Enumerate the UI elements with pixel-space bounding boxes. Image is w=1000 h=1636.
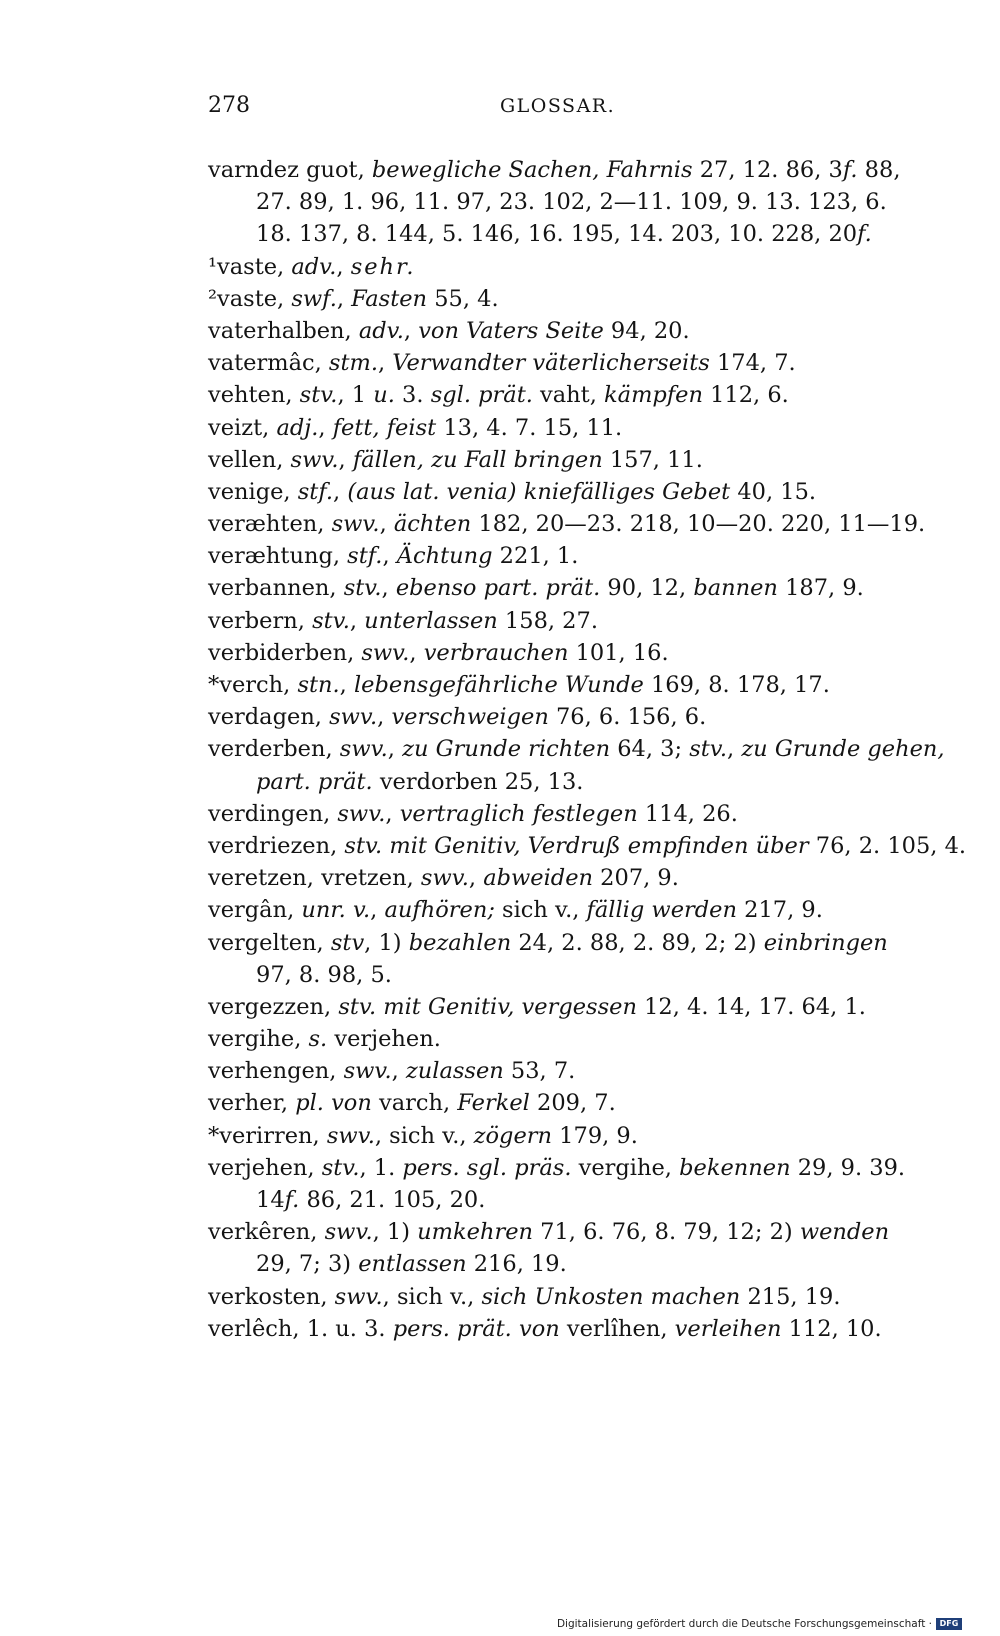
italic-gloss: fällig werden — [586, 897, 737, 924]
italic-gloss: kämpfen — [604, 382, 703, 409]
italic-gloss: Ferkel — [457, 1090, 530, 1117]
italic-gloss: adv. — [291, 253, 337, 280]
roman-text: 209, 7. — [529, 1090, 616, 1117]
roman-text: 101, 16. — [568, 639, 669, 666]
italic-gloss: stv. — [343, 575, 382, 602]
roman-text: 13, 4. 7. 15, 11. — [436, 414, 623, 441]
glossary-line-continued — [208, 1248, 943, 1280]
roman-text: verjehen. — [327, 1026, 441, 1053]
roman-text: , — [385, 800, 400, 827]
italic-gloss: ächten — [393, 511, 472, 538]
roman-text: , — [377, 704, 392, 731]
italic-gloss: swv. — [326, 1122, 375, 1149]
roman-text: *verirren, — [208, 1122, 327, 1149]
roman-text: verbern, — [208, 607, 313, 634]
italic-gloss: zögern — [473, 1122, 553, 1149]
roman-text: , — [387, 736, 403, 763]
roman-text: 216, 19. — [466, 1251, 567, 1278]
roman-text: , — [403, 317, 419, 344]
italic-gloss: pl. von — [295, 1090, 372, 1117]
roman-text: 114, 26. — [637, 800, 738, 827]
roman-text: 3. — [394, 382, 431, 409]
italic-gloss: ebenso part. prät. — [395, 575, 601, 602]
roman-text: , — [370, 897, 385, 924]
roman-text: 90, 12, — [600, 575, 694, 602]
roman-text: verlîhen, — [559, 1315, 675, 1342]
glossary-line — [208, 669, 943, 701]
italic-gloss: verleihen — [674, 1315, 782, 1342]
glossary-line — [208, 1216, 943, 1248]
glossary-line — [208, 476, 943, 508]
glossary-line — [208, 251, 943, 283]
italic-gloss: von Vaters Seite — [418, 317, 604, 344]
roman-text: verdorben 25, 13. — [372, 768, 584, 795]
roman-text: 64, 3; — [610, 736, 690, 763]
italic-gloss: swv. — [339, 736, 388, 763]
roman-text: , — [333, 478, 348, 505]
italic-gloss: verbrauchen — [423, 639, 569, 666]
roman-text: , — [381, 575, 396, 602]
roman-text: vergihe, — [208, 1026, 309, 1053]
glossary-line — [208, 1281, 943, 1313]
roman-text: 112, 6. — [702, 382, 789, 409]
italic-gloss: swv. — [334, 1283, 383, 1310]
roman-text: varndez guot, — [208, 157, 372, 183]
roman-text: 88, — [857, 157, 901, 183]
italic-gloss: swv. — [324, 1219, 373, 1246]
roman-text: 94, 20. — [603, 317, 690, 344]
glossary-line — [208, 1087, 943, 1119]
roman-text: verkosten, — [208, 1283, 335, 1310]
roman-text: ¹vaste, — [208, 253, 292, 280]
roman-text: verderben, — [208, 736, 340, 763]
italic-gloss: bewegliche Sachen, Fahrnis — [371, 157, 693, 183]
italic-gloss: (aus lat. venia) kniefälliges Gebet — [347, 478, 731, 505]
glossary-line — [208, 540, 943, 572]
glossary-line — [208, 927, 943, 959]
italic-gloss: aufhören; — [384, 897, 495, 924]
glossary-line — [208, 508, 943, 540]
roman-text: 29, 7; 3) — [256, 1251, 359, 1278]
glossary-line — [208, 444, 943, 476]
credit-text: Digitalisierung gefördert durch die Deutsche Forschungsgemeinschaft · — [556, 1618, 932, 1630]
glossary-line — [208, 991, 943, 1023]
italic-gloss: zu Grunde richten — [402, 736, 611, 763]
roman-text: , — [336, 253, 351, 280]
roman-text: , — [409, 639, 424, 666]
roman-text: vehten, — [208, 382, 300, 409]
roman-text: 169, 8. 178, 17. — [643, 672, 830, 698]
glossary-line — [208, 572, 943, 604]
italic-gloss: stv. mit Genitiv, Verdruß empfinden über — [344, 832, 809, 859]
roman-text: 12, 4. 14, 17. 64, 1. — [636, 993, 866, 1020]
italic-gloss: swf. — [291, 285, 337, 312]
roman-text: verlêch, 1. u. 3. — [208, 1315, 393, 1342]
roman-text: venige, — [208, 478, 298, 505]
italic-gloss: adv. — [358, 317, 404, 344]
roman-text: *verch, — [208, 672, 298, 698]
italic-gloss: part. prät. — [256, 768, 373, 795]
roman-text: 76, 6. 156, 6. — [548, 704, 707, 731]
italic-gloss: swv. — [331, 511, 380, 538]
roman-text: 29, 9. 39. — [790, 1154, 906, 1181]
glossary-line — [208, 347, 943, 379]
roman-text: verbiderben, — [208, 639, 362, 666]
roman-text: verhengen, — [208, 1058, 344, 1085]
glossary-line-continued — [208, 959, 943, 991]
page-header — [0, 93, 1000, 127]
roman-text: verkêren, — [208, 1219, 325, 1246]
italic-gloss: Fasten — [351, 285, 428, 312]
italic-gloss: Verwandter väterlicherseits — [392, 350, 710, 377]
italic-gloss: stv. — [689, 736, 728, 763]
dfg-logo-icon: DFG — [936, 1618, 962, 1630]
italic-gloss: stf. — [347, 543, 383, 570]
italic-gloss: wenden — [799, 1219, 890, 1246]
glossary-line — [208, 379, 943, 411]
italic-gloss: stv. — [312, 607, 350, 634]
roman-text: 18. 137, 8. 144, 5. 146, 16. 195, 14. 203, 10. 228, 20 — [256, 221, 858, 248]
roman-text: , — [727, 736, 742, 763]
roman-text: 27, 12. 86, 3 — [692, 157, 843, 183]
roman-text: , — [336, 285, 352, 312]
roman-text: verjehen, — [208, 1154, 322, 1181]
italic-gloss: sgl. prät. — [430, 382, 533, 409]
roman-text: sich v., — [494, 897, 587, 924]
italic-gloss: fett, feist — [332, 414, 437, 441]
roman-text: varch, — [371, 1090, 458, 1117]
glossary-line — [208, 1313, 943, 1345]
italic-gloss: verschweigen — [391, 704, 549, 731]
roman-text: 24, 2. 88, 2. 89, 2; 2) — [511, 929, 764, 956]
italic-gloss: s. — [308, 1026, 328, 1053]
italic-gloss: zu Grunde gehen, — [741, 736, 945, 763]
roman-text: 217, 9. — [736, 897, 823, 924]
roman-text: , — [468, 865, 484, 892]
glossary-line — [208, 154, 943, 186]
italic-gloss: abweiden — [483, 865, 594, 892]
glossary-line — [208, 862, 943, 894]
roman-text: , 1) — [372, 1219, 418, 1246]
glossary-line-continued — [208, 218, 943, 250]
glossary-line — [208, 733, 943, 765]
glossary-line — [208, 894, 943, 926]
glossary-line — [208, 1120, 943, 1152]
roman-text: 207, 9. — [593, 865, 679, 892]
italic-gloss: sehr. — [350, 253, 416, 280]
glossary-line — [208, 605, 943, 637]
roman-text: 112, 10. — [781, 1315, 882, 1342]
italic-gloss: bezahlen — [408, 929, 512, 956]
roman-text: 86, 21. 105, 20. — [299, 1187, 486, 1213]
roman-text: veizt, — [208, 414, 277, 441]
italic-gloss: f. — [284, 1187, 300, 1213]
digitization-credit — [557, 1618, 962, 1630]
italic-gloss: stv — [330, 929, 365, 956]
roman-text: vergân, — [208, 897, 302, 924]
roman-text: 40, 15. — [730, 478, 817, 505]
roman-text: , — [377, 350, 393, 377]
roman-text: 157, 11. — [602, 446, 703, 473]
running-head: GLOSSAR. — [500, 95, 616, 117]
roman-text: 97, 8. 98, 5. — [256, 961, 392, 988]
roman-text: ²vaste, — [208, 285, 292, 312]
glossary-line — [208, 830, 967, 862]
roman-text: vaterhalben, — [208, 317, 359, 344]
roman-text: , — [339, 672, 354, 698]
roman-text: 179, 9. — [552, 1122, 638, 1149]
roman-text: , sich v., — [382, 1283, 482, 1310]
italic-gloss: swv. — [361, 639, 410, 666]
roman-text: 215, 19. — [740, 1283, 841, 1310]
roman-text: , 1. — [359, 1154, 403, 1181]
glossary-line — [208, 412, 943, 444]
glossary-line — [208, 315, 943, 347]
page-number: 278 — [208, 93, 250, 118]
italic-gloss: pers. prät. von — [392, 1315, 560, 1342]
italic-gloss: zulassen — [405, 1058, 504, 1085]
roman-text: , — [379, 511, 394, 538]
roman-text: , — [349, 607, 365, 634]
roman-text: vellen, — [208, 446, 291, 473]
glossary-line — [208, 283, 943, 315]
glossary-line-continued — [208, 186, 943, 218]
italic-gloss: unterlassen — [364, 607, 498, 634]
roman-text: verbannen, — [208, 575, 344, 602]
roman-text: vatermâc, — [208, 350, 329, 377]
italic-gloss: swv. — [343, 1058, 392, 1085]
italic-gloss: vertraglich festlegen — [399, 800, 638, 827]
italic-gloss: stn. — [297, 672, 340, 698]
roman-text: verdagen, — [208, 704, 330, 731]
glossary-line — [208, 637, 943, 669]
roman-text: , — [318, 414, 333, 441]
italic-gloss: entlassen — [358, 1251, 467, 1278]
italic-gloss: sich Unkosten machen — [481, 1283, 741, 1310]
roman-text: , 1 — [337, 382, 374, 409]
italic-gloss: stf. — [297, 478, 334, 505]
roman-text: 221, 1. — [492, 543, 579, 570]
roman-text: 53, 7. — [503, 1058, 576, 1085]
roman-text: veretzen, vretzen, — [208, 865, 421, 892]
italic-gloss: stv. — [299, 382, 338, 409]
italic-gloss: einbringen — [763, 929, 888, 956]
italic-gloss: swv. — [337, 800, 386, 827]
italic-gloss: adj. — [276, 414, 319, 441]
roman-text: , — [338, 446, 353, 473]
italic-gloss: f. — [842, 157, 858, 183]
italic-gloss: stv. — [321, 1154, 360, 1181]
roman-text: vergelten, — [208, 929, 331, 956]
italic-gloss: stm. — [328, 350, 378, 377]
italic-gloss: bekennen — [679, 1154, 791, 1181]
roman-text: 182, 20—23. 218, 10—20. 220, 11—19. — [471, 511, 926, 538]
italic-gloss: u. — [373, 382, 395, 409]
italic-gloss: unr. v. — [301, 897, 371, 924]
roman-text: vaht, — [532, 382, 605, 409]
roman-text: , — [382, 543, 397, 570]
italic-gloss: stv. mit Genitiv, vergessen — [338, 993, 637, 1020]
italic-gloss: umkehren — [417, 1219, 534, 1246]
roman-text: 14 — [256, 1187, 285, 1213]
glossary-line — [208, 701, 943, 733]
roman-text: verdingen, — [208, 800, 338, 827]
roman-text: verher, — [208, 1090, 296, 1117]
italic-gloss: lebensgefährliche Wunde — [353, 672, 644, 698]
glossary-line — [208, 1023, 943, 1055]
roman-text: 174, 7. — [709, 350, 796, 377]
roman-text: veræhtung, — [208, 543, 348, 570]
roman-text: , 1) — [364, 929, 409, 956]
roman-text: 55, 4. — [427, 285, 499, 312]
glossary-line — [208, 1055, 943, 1087]
italic-gloss: bannen — [693, 575, 778, 602]
glossary-line-continued — [208, 766, 943, 798]
italic-gloss: Ächtung — [396, 543, 493, 570]
roman-text: 158, 27. — [497, 607, 598, 634]
roman-text: vergihe, — [571, 1154, 680, 1181]
italic-gloss: fällen, zu Fall bringen — [352, 446, 603, 473]
roman-text: vergezzen, — [208, 993, 339, 1020]
glossary-line — [208, 1152, 943, 1184]
glossary-line-continued — [208, 1184, 943, 1216]
italic-gloss: f. — [857, 221, 872, 248]
italic-gloss: swv. — [420, 865, 469, 892]
roman-text: 187, 9. — [777, 575, 864, 602]
roman-text: veræhten, — [208, 511, 332, 538]
glossary-entries — [208, 154, 967, 1345]
roman-text: verdriezen, — [208, 832, 345, 859]
roman-text: , — [391, 1058, 406, 1085]
italic-gloss: swv. — [329, 704, 378, 731]
roman-text: , sich v., — [374, 1122, 474, 1149]
italic-gloss: swv. — [290, 446, 339, 473]
glossary-line — [208, 798, 943, 830]
roman-text: 27. 89, 1. 96, 11. 97, 23. 102, 2—11. 109, 9. 13. 123, 6. — [256, 189, 887, 216]
roman-text: 71, 6. 76, 8. 79, 12; 2) — [533, 1219, 800, 1246]
roman-text: 76, 2. 105, 4. — [808, 832, 967, 859]
italic-gloss: pers. sgl. präs. — [402, 1154, 572, 1181]
